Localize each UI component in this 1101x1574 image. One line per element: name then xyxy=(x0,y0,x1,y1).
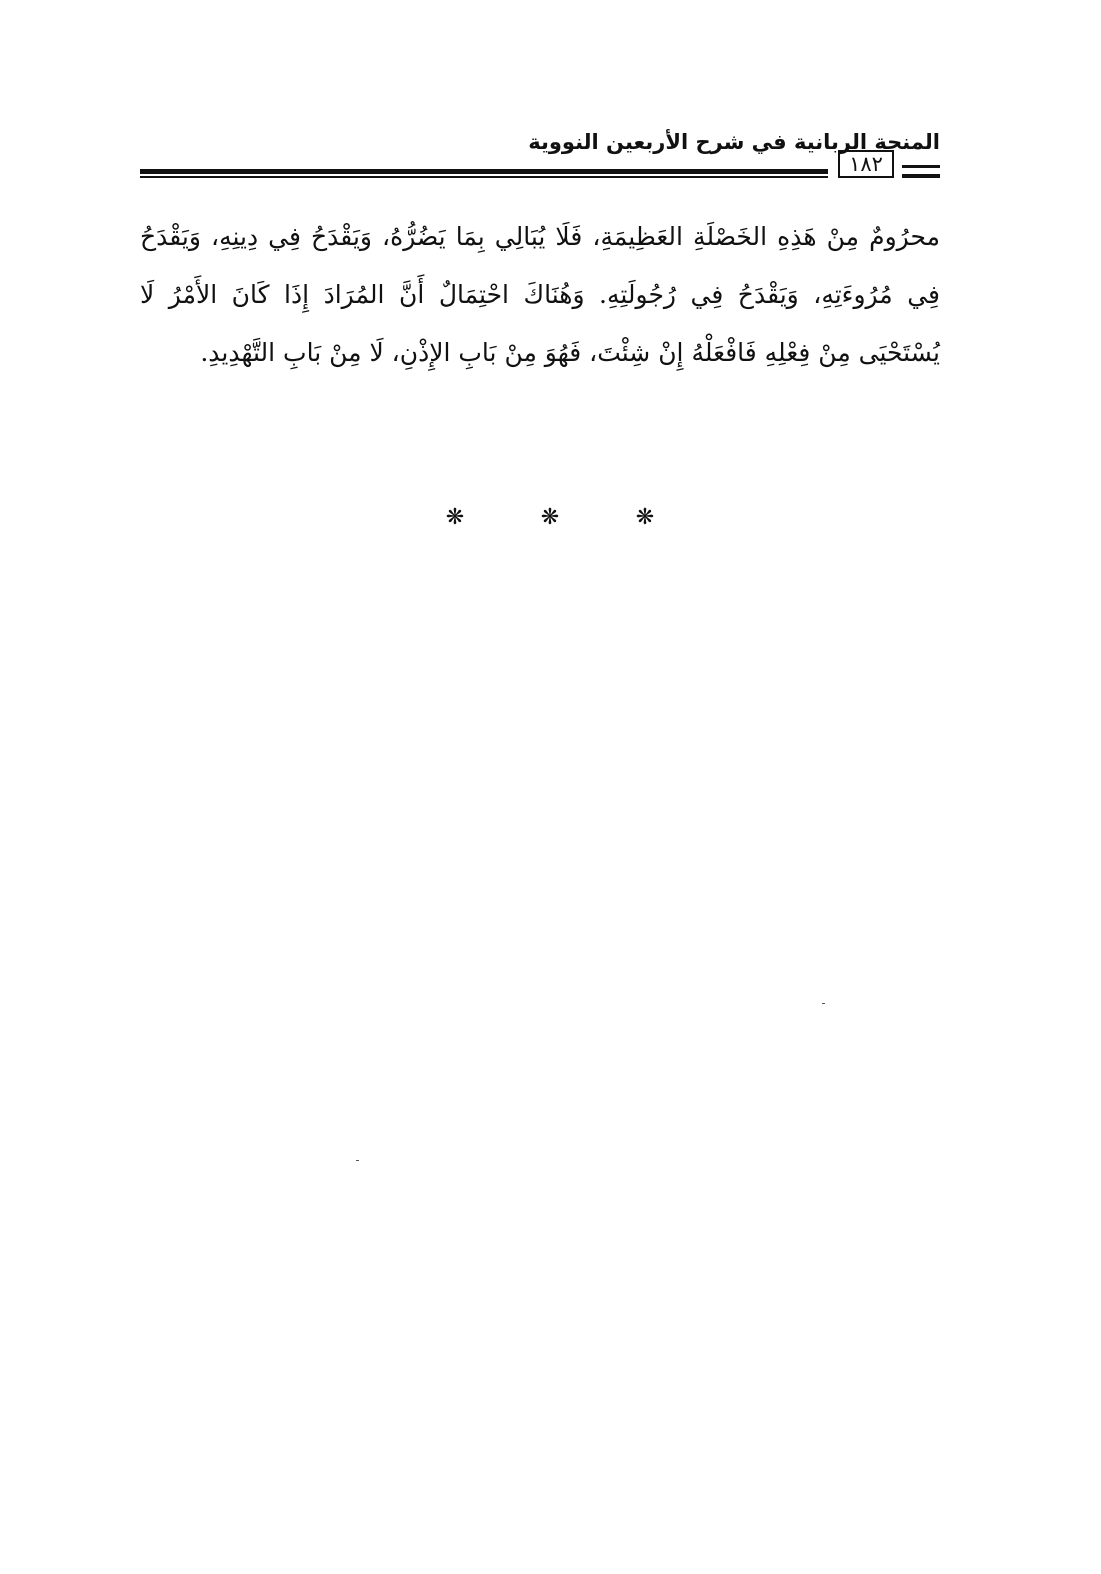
header-rule-thin xyxy=(140,176,828,178)
section-separator xyxy=(400,498,700,538)
separator-star-icon: ❋ xyxy=(445,505,465,530)
page-number-rules xyxy=(902,165,940,178)
scan-speck xyxy=(356,1160,359,1161)
page-number: ١٨٢ xyxy=(838,150,894,178)
separator-star-icon: ❋ xyxy=(540,505,560,530)
scan-speck xyxy=(822,1003,825,1004)
header-rule-thick xyxy=(140,169,828,174)
book-title: المنحة الربانية في شرح الأربعين النووية xyxy=(528,130,940,154)
body-paragraph: محرُومٌ مِنْ هَذِهِ الخَصْلَةِ العَظِيمَةِ، فَلَا يُبَالِي بِمَا يَضُرُّهُ، وَيَقْدَحُ فِي دِينِهِ، وَيَقْدَحُ فِي مُرُوءَتِهِ، وَيَقْدَحُ فِي رُجُولَتِهِ. وَهُنَاكَ احْتِمَالٌ أَنَّ المُرَادَ إِذَا كَانَ الأَمْرُ لَا يُسْتَحْيَى مِنْ فِعْلِهِ فَافْعَلْهُ إِنْ شِئْتَ، فَهُوَ مِنْ بَابِ الإِذْنِ، لَا مِنْ بَابِ التَّهْدِيدِ. xyxy=(140,222,940,367)
running-header xyxy=(140,128,940,190)
separator-star-icon: ❋ xyxy=(635,505,655,530)
